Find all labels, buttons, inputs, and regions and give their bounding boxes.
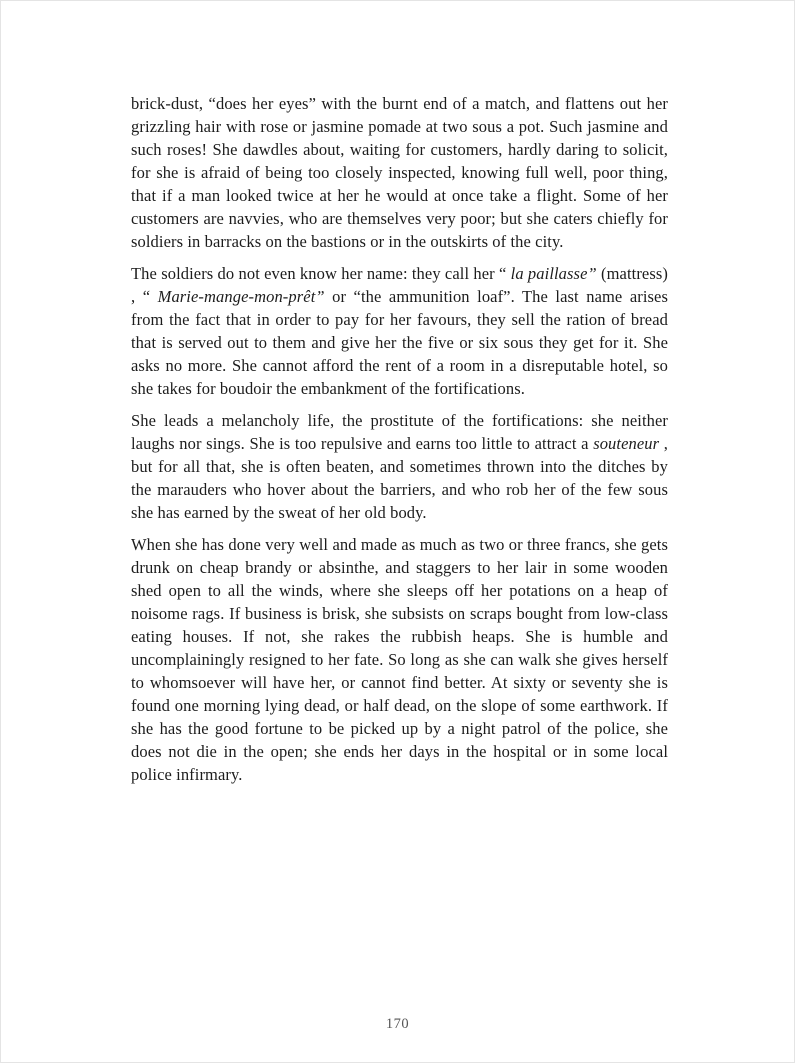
text-segment: She leads a melancholy life, the prostitute of the fortifications: she neither laughs nor sings. She is too repulsive and earns too little to attract a [131,411,668,453]
text-segment: (mattress) , “ [131,264,668,306]
paragraph [131,262,668,400]
paragraph [131,92,668,253]
italic-text-segment: Marie-mange-mon-prêt” [157,287,325,306]
text-segment: The soldiers do not even know her name: they call her “ [131,264,511,283]
italic-text-segment: souteneur [593,434,660,453]
text-segment: or “the ammunition loaf”. The last name arises from the fact that in order to pay for her favours, they sell the ration of bread that is served out to them and give her the five or six sous they get for it. She asks no more. She cannot afford the rent of a room in a disreputable hotel, so she takes for boudoir the embankment of the fortifications. [131,287,668,398]
text-segment: , but for all that, she is often beaten, and sometimes thrown into the ditches by the marauders who hover about the barriers, and who rob her of the few sous she has earned by the sweat of her old body. [131,434,669,522]
page-number: 170 [385,1016,410,1032]
paragraph [131,409,668,524]
page-footer [1,1015,794,1033]
paragraph [131,533,668,786]
text-segment: When she has done very well and made as much as two or three francs, she gets drunk on cheap brandy or absinthe, and staggers to her lair in some wooden shed open to all the winds, where she sleeps off her potations on a heap of noisome rags. If business is brisk, she subsists on scraps bought from low-class eating houses. If not, she rakes the rubbish heaps. She is humble and uncomplainingly resigned to her fate. So long as she can walk she gives herself to whomsoever will have her, or cannot find better. At sixty or seventy she is found one morning lying dead, or half dead, on the slope of some earthwork. If she has the good fortune to be picked up by a night patrol of the police, she does not die in the open; she ends her days in the hospital or in some local police infirmary. [131,535,668,784]
text-block [131,92,668,795]
italic-text-segment: la paillasse” [510,264,597,283]
text-segment: brick-dust, “does her eyes” with the burnt end of a match, and flattens out her grizzling hair with rose or jasmine pomade at two sous a pot. Such jasmine and such roses! She dawdles about, waiting for customers, hardly daring to solicit, for she is afraid of being too closely inspected, knowing full well, poor thing, that if a man looked twice at her he would at once take a flight. Some of her customers are navvies, who are themselves very poor; but she caters chiefly for soldiers in barracks on the bastions or in the outskirts of the city. [131,94,668,251]
